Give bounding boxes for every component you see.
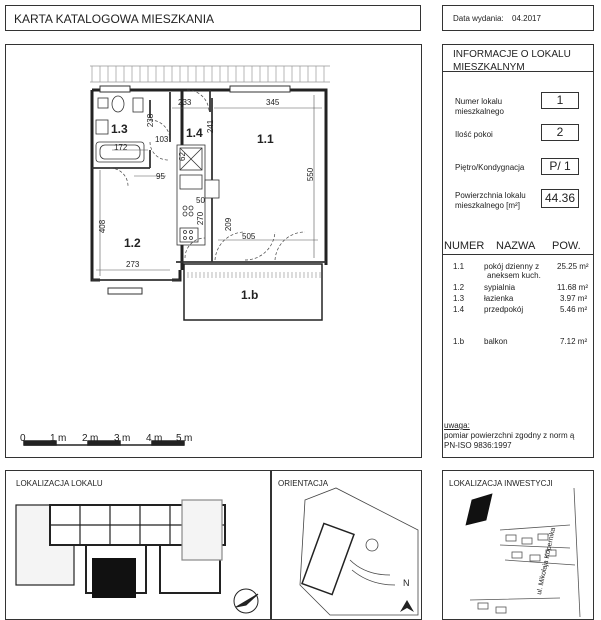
row-name-2: aneksem kuch. [487, 271, 541, 280]
col-header-name: NAZWA [496, 240, 536, 252]
row-name: przedpokój [484, 305, 524, 314]
dim-label: 408 [98, 219, 108, 234]
field-value-rooms: 2 [541, 124, 579, 141]
north-label: N [403, 578, 410, 588]
row-num: 1.1 [453, 262, 465, 271]
dim-label: 209 [224, 217, 234, 232]
row-name: sypialnia [484, 283, 516, 292]
dim-label: 270 [196, 211, 206, 226]
col-header-area: POW. [552, 240, 581, 252]
room-label-1-2: 1.2 [124, 236, 141, 250]
dim-label: 103 [155, 135, 169, 144]
dim-label: 62 [177, 152, 187, 161]
row-name: pokój dzienny z [484, 262, 540, 271]
row-num: 1.2 [453, 283, 465, 292]
street-label: ul. Mikołaja Kopernika [536, 527, 558, 596]
dim-label: 50 [196, 196, 205, 205]
orientacja-title: ORIENTACJA [278, 479, 329, 488]
info-title-line2: MIESZKALNYM [453, 62, 525, 73]
dim-label: 233 [178, 98, 192, 107]
north-arrow-key [234, 589, 258, 613]
dim-label: 345 [266, 98, 280, 107]
row-area: 3.97 m² [560, 294, 588, 303]
highlighted-unit [92, 558, 136, 598]
scale-label: 3 [114, 433, 120, 444]
field-label-floor: Piętro/Kondygnacja [455, 163, 525, 172]
row-area: 11.68 m² [557, 283, 588, 292]
dim-label: 238 [146, 113, 156, 128]
row-area: 5.46 m² [560, 305, 588, 314]
dim-label: 241 [206, 119, 216, 134]
row-area: 7.12 m² [560, 337, 588, 346]
note-line2: PN-ISO 9836:1997 [444, 441, 512, 450]
dim-label: 172 [114, 143, 128, 152]
scale-label: m [90, 433, 99, 444]
row-area: 25.25 m² [557, 262, 589, 271]
lokalizacja-inwestycji-title: LOKALIZACJA INWESTYCJI [449, 479, 553, 488]
scale-label: m [58, 433, 67, 444]
scale-label: 1 [50, 433, 56, 444]
note-line1: pomiar powierzchni zgodny z norm ą [444, 431, 575, 440]
date-label: Data wydania: [453, 14, 504, 23]
row-name: łazienka [484, 294, 514, 303]
field-value-number: 1 [541, 92, 579, 109]
scale-label: m [184, 433, 193, 444]
lokalizacja-lokalu-title: LOKALIZACJA LOKALU [16, 479, 103, 488]
dim-label: 95 [156, 172, 165, 181]
room-label-1-b: 1.b [241, 288, 259, 302]
row-name: balkon [484, 337, 508, 346]
scale-label: 4 [146, 433, 152, 444]
scale-label: 0 [20, 433, 26, 444]
field-label-area-1: Powierzchnia lokalu [455, 191, 526, 200]
note-title: uwaga: [444, 421, 470, 430]
room-label-1-3: 1.3 [111, 122, 128, 136]
room-label-1-4: 1.4 [186, 126, 203, 140]
row-num: 1.b [453, 337, 465, 346]
field-label-area-2: mieszkalnego [m²] [455, 201, 520, 210]
row-num: 1.4 [453, 305, 465, 314]
field-label-number-1: Numer lokalu [455, 97, 503, 106]
info-title-line1: INFORMACJE O LOKALU [453, 49, 571, 60]
field-value-floor: P/ 1 [541, 158, 579, 175]
date-value: 04.2017 [512, 14, 541, 23]
scale-label: m [154, 433, 163, 444]
room-label-1-1: 1.1 [257, 132, 274, 146]
dim-label: 273 [126, 260, 140, 269]
dim-label: 505 [242, 232, 256, 241]
col-header-number: NUMER [444, 240, 485, 252]
page-title: KARTA KATALOGOWA MIESZKANIA [14, 12, 215, 26]
north-arrow-orientation [400, 600, 414, 612]
investment-site-map [466, 488, 580, 617]
scale-label: 5 [176, 433, 182, 444]
site-outline [300, 488, 418, 615]
scale-label: m [122, 433, 131, 444]
row-num: 1.3 [453, 294, 465, 303]
field-label-number-2: mieszkalnego [455, 107, 504, 116]
scale-label: 2 [82, 433, 88, 444]
field-value-area: 44.36 [541, 189, 579, 208]
field-label-rooms: Ilość pokoi [455, 130, 493, 139]
dim-label: 550 [306, 167, 316, 182]
